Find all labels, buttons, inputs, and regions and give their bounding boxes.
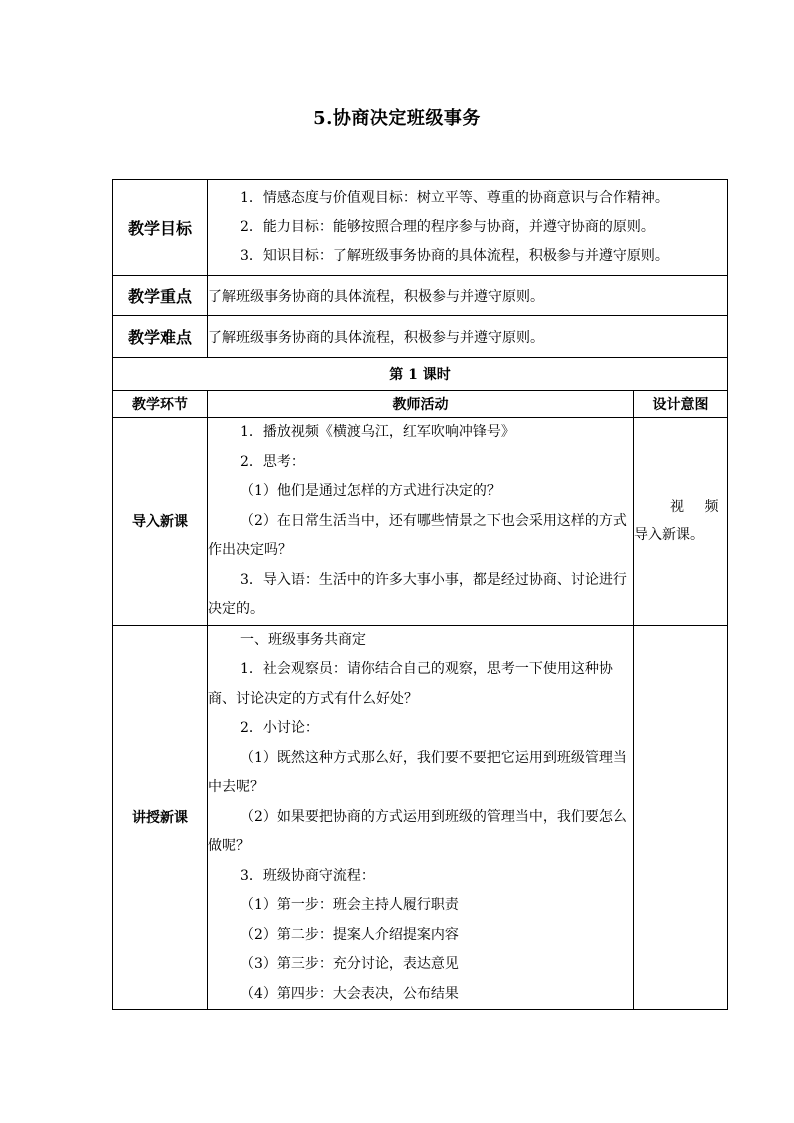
intro-intent <box>634 418 728 626</box>
lesson-header: 第 1 课时 <box>113 358 728 391</box>
difficulties-text: 了解班级事务协商的具体流程，积极参与并遵守原则。 <box>208 316 728 358</box>
activity-line: （2）第二步：提案人介绍提案内容 <box>240 926 459 943</box>
key-points-label: 教学重点 <box>113 276 208 316</box>
activity-line: （2）在日常生活当中，还有哪些情景之下也会采用这样的方式作出决定吗？ <box>208 512 627 558</box>
intro-stage-label: 导入新课 <box>113 418 208 626</box>
document-title: 5.协商决定班级事务 <box>313 108 481 129</box>
difficulties-label: 教学难点 <box>113 316 208 358</box>
activity-line: （2）如果要把协商的方式运用到班级的管理当中，我们要怎么做呢？ <box>208 808 627 854</box>
intent-line: 视 频 <box>670 499 727 516</box>
intent-line: 导入新课。 <box>634 527 704 544</box>
objectives-label: 教学目标 <box>113 180 208 276</box>
intro-activity <box>208 418 634 626</box>
new-lesson-intent <box>634 625 728 1010</box>
activity-line: （4）第四步：大会表决，公布结果 <box>240 985 459 1002</box>
activity-line: （1）他们是通过怎样的方式进行决定的？ <box>240 483 501 499</box>
activity-line: 2．思考： <box>240 453 305 470</box>
objectives-content <box>208 180 728 276</box>
objective-item: 3．知识目标：了解班级事务协商的具体流程，积极参与并遵守原则。 <box>240 248 669 264</box>
lesson-header-row <box>113 358 728 391</box>
new-lesson-row <box>113 625 728 1010</box>
column-header-intent: 设计意图 <box>634 391 728 418</box>
activity-line: 1．播放视频《横渡乌江，红军吹响冲锋号》 <box>240 424 515 440</box>
activity-line: 3．导入语：生活中的许多大事小事，都是经过协商、讨论进行决定的。 <box>208 571 627 617</box>
activity-line: 3．班级协商守流程： <box>240 867 375 884</box>
intro-row <box>113 418 728 626</box>
key-points-row <box>113 276 728 316</box>
difficulties-row <box>113 316 728 358</box>
activity-line: 1．社会观察员：请你结合自己的观察，思考一下使用这种协商、讨论决定的方式有什么好处？ <box>208 661 613 707</box>
column-header-activity: 教师活动 <box>208 391 634 418</box>
activity-line: 一、班级事务共商定 <box>240 631 366 648</box>
objectives-row <box>113 180 728 276</box>
lesson-plan-table <box>112 179 728 1010</box>
activity-line: 2．小讨论： <box>240 720 319 736</box>
new-lesson-stage-label: 讲授新课 <box>113 625 208 1010</box>
key-points-text: 了解班级事务协商的具体流程，积极参与并遵守原则。 <box>208 276 728 316</box>
column-header-row <box>113 391 728 418</box>
objective-item: 1．情感态度与价值观目标：树立平等、尊重的协商意识与合作精神。 <box>240 190 669 206</box>
activity-line: （1）既然这种方式那么好，我们要不要把它运用到班级管理当中去呢？ <box>208 749 627 795</box>
objective-item: 2．能力目标：能够按照合理的程序参与协商，并遵守协商的原则。 <box>240 219 655 235</box>
new-lesson-activity <box>208 625 634 1010</box>
column-header-stage: 教学环节 <box>113 391 208 418</box>
activity-line: （3）第三步：充分讨论，表达意见 <box>240 956 459 972</box>
activity-line: （1）第一步：班会主持人履行职责 <box>240 897 459 913</box>
